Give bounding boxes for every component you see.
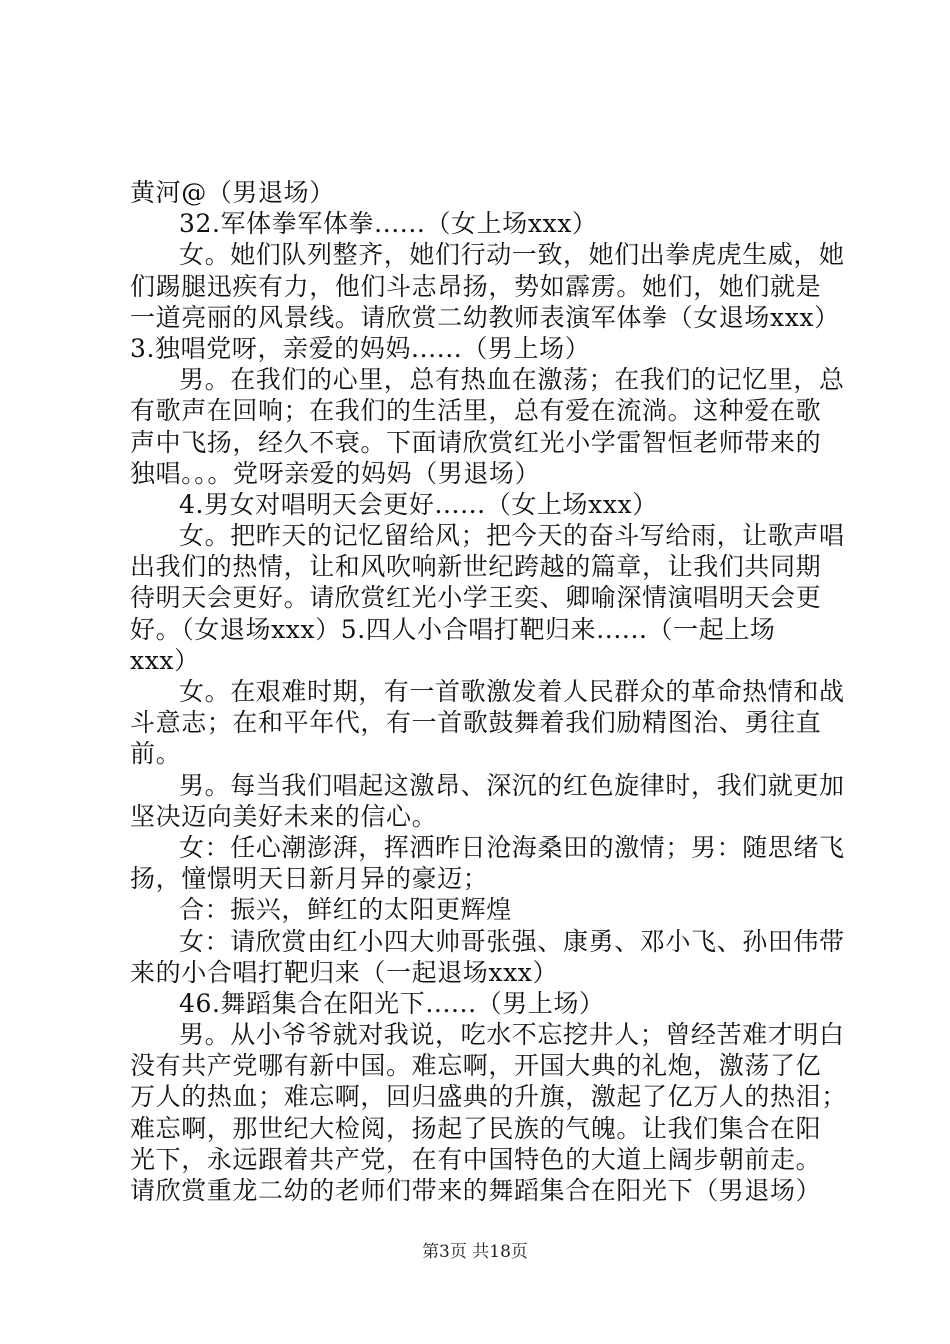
text-line: 黄河@（男退场） [130, 178, 335, 207]
text-line: 没有共产党哪有新中国。难忘啊，开国大典的礼炮，激荡了亿 [130, 1051, 822, 1081]
text-line: 待明天会更好。请欣赏红光小学王奕、卿喻深情演唱明天会更 [130, 583, 822, 613]
text-line: 声中飞扬，经久不衰。下面请欣赏红光小学雷智恒老师带来的 [130, 427, 822, 457]
text-line: 男。每当我们唱起这激昂、深沉的红色旋律时，我们就更加 [179, 770, 845, 800]
text-line: 46.舞蹈集合在阳光下......（男上场） [179, 988, 605, 1018]
text-line: 女。她们队列整齐，她们行动一致，她们出拳虎虎生威，她 [179, 240, 845, 270]
text-line: 万人的热血；难忘啊，回归盛典的升旗，激起了亿万人的热泪； [130, 1082, 847, 1112]
text-line: 光下，永远跟着共产党，在有中国特色的大道上阔步朝前走。 [130, 1144, 822, 1174]
text-line: 有歌声在回响；在我们的生活里，总有爱在流淌。这种爱在歌 [130, 396, 822, 426]
text-line: 好。（女退场xxx）5.四人小合唱打靶归来......（一起上场 [130, 614, 776, 644]
text-line: 前。 [130, 739, 182, 769]
text-line: 男。在我们的心里，总有热血在激荡；在我们的记忆里，总 [179, 365, 845, 395]
text-line: 女：请欣赏由红小四大帅哥张强、康勇、邓小飞、孙田伟带 [179, 926, 845, 956]
text-line: 合：振兴，鲜红的太阳更辉煌 [179, 895, 512, 925]
document-body [130, 177, 847, 1206]
text-line: 坚决迈向美好未来的信心。 [130, 801, 438, 831]
text-line: 3.独唱党呀，亲爱的妈妈......（男上场） [130, 333, 591, 363]
text-line: 男。从小爷爷就对我说，吃水不忘挖井人；曾经苦难才明白 [179, 1020, 845, 1050]
page-number-label: 第3页 共18页 [422, 1242, 528, 1262]
text-line: 出我们的热情，让和风吹响新世纪跨越的篇章，让我们共同期 [130, 552, 822, 582]
text-line: 来的小合唱打靶归来（一起退场xxx） [130, 957, 559, 987]
text-line: 斗意志；在和平年代，有一首歌鼓舞着我们励精图治、勇往直 [130, 708, 822, 738]
text-line: 女：任心潮澎湃，挥洒昨日沧海桑田的激情；男：随思绪飞 [179, 832, 845, 862]
text-line: 4.男女对唱明天会更好......（女上场xxx） [179, 489, 658, 519]
text-line: 难忘啊，那世纪大检阅，扬起了民族的气魄。让我们集合在阳 [130, 1113, 822, 1143]
text-line: 女。在艰难时期，有一首歌激发着人民群众的革命热情和战 [179, 677, 845, 706]
text-line: xxx） [130, 645, 200, 675]
text-line: 32.军体拳军体拳......（女上场xxx） [179, 209, 598, 239]
text-line: 请欣赏重龙二幼的老师们带来的舞蹈集合在阳光下（男退场） [130, 1176, 822, 1205]
text-line: 一道亮丽的风景线。请欣赏二幼教师表演军体拳（女退场xxx） [130, 302, 840, 332]
text-line: 女。把昨天的记忆留给风；把今天的奋斗写给雨，让歌声唱 [179, 521, 845, 551]
text-line: 扬，憧憬明天日新月异的豪迈； [130, 864, 489, 894]
text-line: 独唱。。。党呀亲爱的妈妈（男退场） [130, 458, 541, 488]
page-footer [0, 1241, 950, 1263]
text-line: 们踢腿迅疾有力，他们斗志昂扬，势如霹雳。她们，她们就是 [130, 271, 822, 301]
